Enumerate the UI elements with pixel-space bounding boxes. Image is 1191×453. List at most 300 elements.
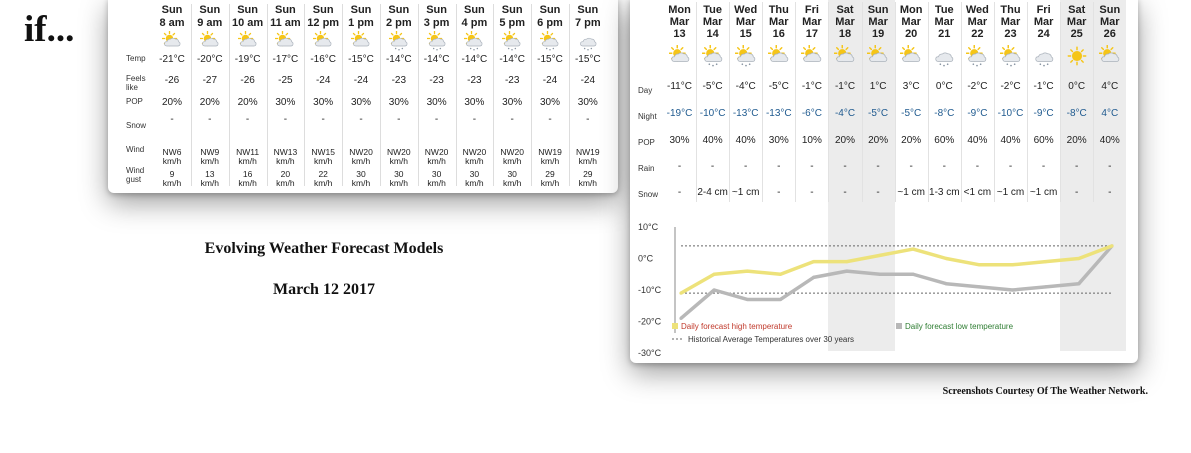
hour-feels-like: -24 — [580, 75, 596, 86]
hour-gust: 30 — [431, 169, 442, 179]
day-dow: Sat — [1068, 4, 1086, 16]
day-night-temp: -13°C — [765, 108, 792, 119]
hour-snow: - — [472, 114, 477, 125]
day-pop: 60% — [934, 135, 955, 146]
day-night-temp: -4°C — [834, 108, 856, 119]
day-date: 24 — [1037, 28, 1050, 40]
low-temp-point — [779, 298, 782, 301]
day-snow: - — [876, 187, 880, 198]
hour-gust: 30 — [507, 169, 517, 179]
day-date: 14 — [706, 28, 719, 40]
sun-cloud-snow-icon — [389, 31, 409, 51]
hour-snow: - — [283, 114, 288, 125]
day-snow: ~1 cm — [897, 187, 925, 198]
day-rain: - — [777, 161, 781, 172]
y-tick-label: -10°C — [638, 285, 662, 295]
hour-wind: NW9 — [200, 147, 220, 157]
day-dow: Sun — [1099, 4, 1121, 16]
legend-hist-label: Historical Average Temperatures over 30 years — [688, 335, 855, 344]
hour-time: 12 pm — [307, 17, 340, 29]
high-temp-point — [978, 263, 981, 266]
day-rain: - — [843, 161, 847, 172]
hour-day: Sun — [539, 4, 561, 16]
hour-gust-unit: km/h — [313, 178, 333, 188]
hour-wind: NW20 — [424, 147, 449, 157]
hour-time: 6 pm — [537, 17, 563, 29]
credit-text: Screenshots Courtesy Of The Weather Network. — [942, 386, 1148, 397]
y-tick-label: 0°C — [638, 253, 654, 264]
day-pop: 40% — [702, 135, 723, 146]
day-night-temp: -10°C — [997, 108, 1024, 119]
hour-snow: - — [586, 114, 590, 125]
hour-temp: -16°C — [310, 54, 337, 65]
hour-temp: -15°C — [537, 54, 563, 65]
low-temp-point — [746, 298, 749, 301]
hour-wind: NW13 — [273, 147, 298, 157]
day-rain: - — [1041, 161, 1046, 172]
hour-wind: NW11 — [236, 147, 260, 157]
day-high-temp: -11°C — [667, 81, 692, 92]
hour-temp: -14°C — [423, 54, 450, 65]
high-temp-point — [1077, 257, 1080, 260]
hour-gust-unit: km/h — [238, 178, 257, 188]
hour-gust: 30 — [469, 169, 480, 179]
hour-pop: 20% — [161, 97, 182, 108]
day-dow: Wed — [965, 4, 989, 16]
hour-feels-like: -24 — [315, 75, 331, 86]
hour-feels-like: -25 — [278, 75, 293, 86]
hour-pop: 30% — [313, 97, 334, 108]
day-night-temp: 4°C — [1101, 108, 1119, 119]
hour-gust-unit: km/h — [578, 178, 597, 188]
day-pop: 10% — [801, 135, 822, 146]
day-date: 17 — [805, 28, 819, 40]
day-dow: Sat — [836, 4, 854, 16]
day-dow: Mon — [899, 4, 923, 16]
hour-time: 9 am — [197, 17, 223, 29]
day-date: 18 — [838, 28, 852, 40]
hour-snow: - — [510, 114, 514, 125]
hour-day: Sun — [237, 4, 258, 16]
high-temp-point — [779, 273, 782, 276]
day-month: Mar — [1066, 16, 1087, 28]
row-label-gust: Wind gust — [126, 166, 145, 184]
day-rain: - — [677, 161, 682, 172]
hour-pop: 30% — [388, 97, 409, 108]
row-label-feels: Feels like — [126, 74, 146, 92]
hour-day: Sun — [501, 4, 523, 16]
hour-gust: 29 — [545, 169, 555, 179]
hour-pop: 30% — [275, 97, 296, 108]
hour-wind: NW19 — [575, 147, 600, 157]
row-label-wind: Wind — [126, 145, 145, 154]
high-temp-point — [713, 273, 716, 276]
day-snow: - — [843, 187, 847, 198]
day-dow: Mon — [668, 4, 691, 16]
hour-feels-like: -23 — [391, 75, 407, 86]
day-snow: 1-3 cm — [929, 187, 960, 198]
hour-wind: NW15 — [311, 147, 335, 157]
hour-gust: 13 — [205, 169, 215, 179]
day-night-temp: -5°C — [868, 108, 889, 119]
day-dow: Tue — [934, 4, 954, 16]
day-date: 19 — [871, 28, 885, 40]
hour-day: Sun — [161, 4, 183, 16]
row-label-snow: Snow — [638, 190, 659, 199]
day-date: 23 — [1004, 28, 1017, 40]
day-month: Mar — [802, 16, 822, 28]
day-rain: - — [876, 161, 880, 172]
sun-cloud-snow-icon — [502, 31, 522, 51]
day-snow: ~1 cm — [731, 187, 760, 198]
day-night-temp: -19°C — [666, 108, 693, 119]
sun-cloud-snow-icon — [427, 31, 447, 51]
hour-temp: -14°C — [461, 54, 488, 65]
hour-gust-unit: km/h — [540, 178, 560, 188]
day-rain: - — [909, 161, 913, 172]
day-pop: 20% — [901, 135, 922, 146]
sun-cloud-snow-icon — [464, 31, 484, 51]
legend-high-swatch — [672, 323, 678, 329]
hour-feels-like: -27 — [202, 75, 218, 86]
hour-wind: NW6 — [162, 147, 182, 157]
hour-gust-unit: km/h — [162, 178, 182, 188]
day-pop: 20% — [834, 135, 855, 146]
day-month: Mar — [1000, 16, 1021, 28]
day-date: 20 — [905, 28, 918, 40]
day-date: 25 — [1070, 28, 1083, 40]
hour-pop: 30% — [577, 97, 598, 108]
hourly-forecast-panel — [108, 0, 618, 193]
hour-gust: 30 — [356, 169, 366, 179]
hour-time: 1 pm — [348, 17, 374, 29]
day-month: Mar — [901, 16, 921, 28]
hour-wind-unit: km/h — [238, 156, 257, 166]
hour-snow: - — [397, 114, 401, 125]
hour-snow: - — [321, 114, 325, 125]
hour-feels-like: -24 — [353, 75, 369, 86]
day-month: Mar — [1033, 16, 1054, 28]
hour-snow: - — [434, 114, 439, 125]
low-temp-point — [978, 285, 981, 288]
low-temp-point — [679, 317, 682, 320]
low-temp-point — [812, 276, 815, 279]
row-label-snow: Snow — [126, 121, 147, 130]
hour-wind-unit: km/h — [389, 156, 408, 166]
sun-cloud-icon — [238, 31, 258, 51]
heading: if... — [24, 9, 75, 50]
high-temp-point — [812, 260, 815, 263]
day-pop: 40% — [1000, 135, 1021, 146]
low-temp-point — [878, 273, 881, 276]
hour-pop: 30% — [539, 97, 560, 108]
sun-cloud-icon — [200, 31, 220, 51]
day-night-temp: -8°C — [934, 108, 955, 119]
hour-day: Sun — [312, 4, 334, 16]
day-high-temp: 0°C — [935, 81, 953, 92]
day-high-temp: -4°C — [735, 81, 756, 92]
day-month: Mar — [1100, 16, 1120, 28]
day-night-temp: -5°C — [901, 108, 922, 119]
day-month: Mar — [735, 16, 756, 28]
day-month: Mar — [934, 16, 955, 28]
hour-gust: 22 — [318, 169, 328, 179]
hour-gust-unit: km/h — [276, 178, 295, 188]
hour-gust-unit: km/h — [427, 178, 446, 188]
day-snow: 2-4 cm — [697, 187, 728, 198]
hour-day: Sun — [275, 4, 296, 16]
day-month: Mar — [835, 16, 855, 28]
day-date: 16 — [772, 28, 785, 40]
day-dow: Thu — [768, 4, 789, 16]
day-night-temp: -9°C — [1033, 108, 1054, 119]
hour-pop: 30% — [464, 97, 485, 108]
day-snow: <1 cm — [963, 187, 992, 198]
hour-gust: 16 — [242, 169, 253, 179]
hour-gust-unit: km/h — [502, 178, 522, 188]
hour-wind: NW20 — [462, 147, 487, 157]
day-high-temp: -2°C — [967, 81, 988, 92]
row-label-night: Night — [638, 112, 657, 121]
day-pop: 40% — [735, 135, 756, 146]
hour-gust-unit: km/h — [465, 178, 484, 188]
hour-day: Sun — [199, 4, 221, 16]
hour-gust: 29 — [583, 169, 593, 179]
hour-temp: -19°C — [234, 54, 261, 65]
day-high-temp: -5°C — [768, 81, 789, 92]
hour-snow: - — [170, 114, 174, 125]
row-label-rain: Rain — [638, 164, 655, 173]
low-temp-point — [911, 273, 914, 276]
day-date: 26 — [1103, 28, 1116, 40]
hour-time: 10 am — [231, 17, 264, 29]
hour-temp: -15°C — [574, 54, 601, 65]
hour-time: 3 pm — [423, 17, 450, 29]
low-temp-point — [945, 282, 948, 285]
day-high-temp: 0°C — [1068, 81, 1086, 92]
hour-gust-unit: km/h — [351, 178, 371, 188]
hour-wind-unit: km/h — [162, 156, 182, 166]
hour-temp: -15°C — [348, 54, 374, 65]
day-month: Mar — [967, 16, 988, 28]
day-pop: 20% — [1066, 135, 1087, 146]
day-date: 22 — [971, 28, 984, 40]
y-tick-label: 10°C — [638, 222, 659, 232]
day-high-temp: -1°C — [1033, 81, 1054, 92]
day-dow: Fri — [804, 4, 819, 16]
hour-pop: 20% — [199, 97, 220, 108]
hour-wind-unit: km/h — [578, 156, 597, 166]
day-high-temp: 4°C — [1101, 81, 1119, 92]
day-snow: - — [1075, 187, 1079, 198]
y-tick-label: -20°C — [638, 316, 662, 327]
day-date: 13 — [673, 28, 686, 40]
row-label-day: Day — [638, 86, 653, 95]
day-dow: Tue — [703, 4, 722, 16]
hour-day: Sun — [388, 4, 410, 16]
hour-snow: - — [208, 114, 212, 125]
day-night-temp: -6°C — [801, 108, 822, 119]
day-rain: - — [975, 161, 980, 172]
hour-feels-like: -26 — [240, 75, 255, 86]
day-pop: 60% — [1033, 135, 1054, 146]
sun-cloud-icon — [351, 31, 371, 51]
high-temp-point — [911, 247, 914, 250]
hour-time: 8 am — [159, 17, 185, 29]
sun-cloud-icon — [313, 31, 333, 51]
day-high-temp: 3°C — [902, 81, 920, 92]
day-night-temp: -8°C — [1066, 108, 1087, 119]
hour-wind-unit: km/h — [351, 156, 371, 166]
hour-day: Sun — [464, 4, 485, 16]
hour-gust: 30 — [394, 169, 404, 179]
day-snow: - — [677, 187, 682, 198]
day-month: Mar — [702, 16, 723, 28]
day-snow: ~1 cm — [996, 187, 1025, 198]
day-rain: - — [710, 161, 715, 172]
cloud-snow-icon — [578, 31, 598, 51]
hour-time: 4 pm — [461, 17, 488, 29]
day-date: 15 — [739, 28, 752, 40]
hour-temp: -21°C — [159, 54, 185, 65]
day-high-temp: -1°C — [834, 81, 856, 92]
legend-low-label: Daily forecast low temperature — [905, 322, 1014, 331]
daily-forecast-panel — [630, 0, 1138, 363]
low-temp-point — [1077, 282, 1080, 285]
y-tick-label: -30°C — [638, 348, 662, 358]
hour-pop: 30% — [350, 97, 371, 108]
temperature-chart — [630, 0, 1138, 363]
hour-gust: 9 — [169, 169, 175, 179]
hour-temp: -20°C — [196, 54, 223, 65]
hour-day: Sun — [426, 4, 447, 16]
day-pop: 30% — [669, 135, 690, 146]
hour-day: Sun — [350, 4, 372, 16]
hour-wind-unit: km/h — [502, 156, 522, 166]
legend-high-label: Daily forecast high temperature — [681, 322, 793, 331]
day-night-temp: -13°C — [732, 108, 759, 119]
day-rain: - — [744, 161, 748, 172]
hour-wind: NW20 — [500, 147, 524, 157]
hour-gust: 20 — [280, 169, 291, 179]
high-temp-point — [1110, 244, 1113, 247]
low-temp-line — [681, 246, 1112, 318]
day-dow: Wed — [734, 4, 758, 16]
day-snow: - — [810, 187, 814, 198]
day-pop: 40% — [1099, 135, 1120, 146]
hour-wind-unit: km/h — [200, 156, 219, 166]
day-pop: 40% — [967, 135, 988, 146]
sun-cloud-snow-icon — [540, 31, 560, 51]
hour-wind: NW20 — [386, 147, 411, 157]
day-month: Mar — [769, 16, 789, 28]
day-month: Mar — [868, 16, 888, 28]
day-night-temp: -9°C — [967, 108, 988, 119]
row-label-pop: POP — [638, 138, 655, 147]
row-label-temp: Temp — [126, 54, 146, 63]
low-temp-point — [845, 270, 848, 273]
day-high-temp: -1°C — [801, 81, 822, 92]
low-temp-point — [1044, 285, 1047, 288]
day-dow: Sun — [867, 4, 889, 16]
hour-temp: -14°C — [385, 54, 412, 65]
hour-gust-unit: km/h — [389, 178, 408, 188]
hour-wind-unit: km/h — [276, 156, 295, 166]
caption-title: Evolving Weather Forecast Models — [204, 240, 444, 257]
high-temp-point — [845, 260, 848, 263]
legend-low-swatch — [896, 323, 902, 329]
hour-temp: -14°C — [499, 54, 526, 65]
hour-time: 5 pm — [499, 17, 526, 29]
day-high-temp: -5°C — [702, 81, 723, 92]
low-temp-point — [713, 288, 716, 291]
hour-gust-unit: km/h — [200, 178, 219, 188]
hour-wind-unit: km/h — [540, 156, 560, 166]
hour-wind-unit: km/h — [465, 156, 484, 166]
hour-feels-like: -23 — [467, 75, 482, 86]
hour-snow: - — [548, 114, 552, 125]
day-rain: - — [1075, 161, 1079, 172]
day-high-temp: -2°C — [1000, 81, 1021, 92]
day-pop: 20% — [868, 135, 889, 146]
caption-date: March 12 2017 — [273, 281, 375, 298]
sun-cloud-icon — [275, 31, 295, 51]
hour-feels-like: -26 — [164, 75, 180, 86]
high-temp-point — [679, 292, 682, 295]
hour-pop: 30% — [502, 97, 523, 108]
day-pop: 30% — [768, 135, 789, 146]
hour-time: 11 am — [270, 17, 301, 29]
hour-wind-unit: km/h — [427, 156, 446, 166]
row-label-pop: POP — [126, 97, 143, 106]
high-temp-point — [878, 254, 881, 257]
hour-time: 7 pm — [574, 17, 601, 29]
sun-cloud-icon — [162, 31, 182, 51]
hour-pop: 30% — [426, 97, 447, 108]
high-temp-point — [945, 257, 948, 260]
hour-time: 2 pm — [385, 17, 412, 29]
hour-snow: - — [359, 114, 363, 125]
hour-day: Sun — [577, 4, 599, 16]
day-rain: - — [1108, 161, 1112, 172]
day-rain: - — [1008, 161, 1013, 172]
high-temp-point — [1044, 260, 1047, 263]
day-snow: - — [1108, 187, 1112, 198]
hour-wind: NW20 — [349, 147, 373, 157]
high-temp-point — [746, 270, 749, 273]
hour-temp: -17°C — [272, 54, 299, 65]
day-date: 21 — [938, 28, 951, 40]
hour-snow: - — [245, 114, 250, 125]
day-rain: - — [942, 161, 946, 172]
hour-feels-like: -23 — [504, 75, 520, 86]
low-temp-point — [1011, 288, 1014, 291]
day-night-temp: -10°C — [699, 108, 726, 119]
hour-wind: NW19 — [538, 147, 562, 157]
day-rain: - — [810, 161, 814, 172]
hour-feels-like: -23 — [429, 75, 444, 86]
day-dow: Fri — [1036, 4, 1051, 16]
day-high-temp: 1°C — [869, 81, 887, 92]
day-dow: Thu — [1000, 4, 1021, 16]
hour-pop: 20% — [237, 97, 258, 108]
day-month: Mar — [669, 16, 690, 28]
high-temp-point — [1011, 263, 1014, 266]
day-snow: ~1 cm — [1029, 187, 1058, 198]
hour-wind-unit: km/h — [313, 156, 333, 166]
hour-feels-like: -24 — [542, 75, 558, 86]
day-snow: - — [777, 187, 781, 198]
